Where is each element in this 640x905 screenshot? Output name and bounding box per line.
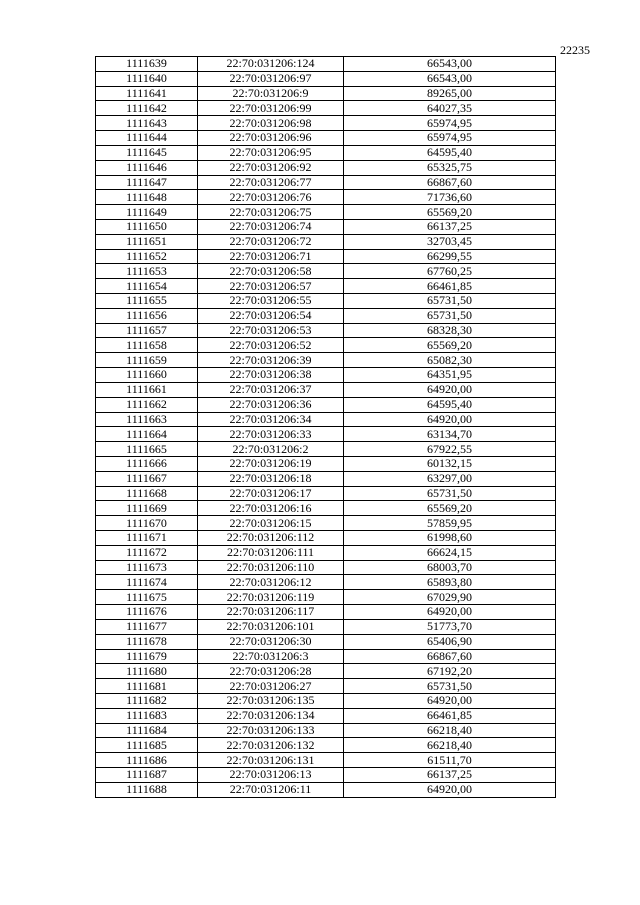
cadastral-number-cell: 22:70:031206:119 — [198, 590, 344, 605]
table-row — [96, 427, 556, 442]
id-cell: 1111680 — [96, 664, 198, 679]
id-cell: 1111668 — [96, 486, 198, 501]
table-row — [96, 353, 556, 368]
cadastral-number-cell: 22:70:031206:54 — [198, 308, 344, 323]
cadastral-number-cell: 22:70:031206:52 — [198, 338, 344, 353]
table-row — [96, 575, 556, 590]
amount-cell: 71736,60 — [344, 190, 556, 205]
amount-cell: 61998,60 — [344, 531, 556, 546]
amount-cell: 64920,00 — [344, 693, 556, 708]
cadastral-number-cell: 22:70:031206:97 — [198, 71, 344, 86]
id-cell: 1111659 — [96, 353, 198, 368]
id-cell: 1111653 — [96, 264, 198, 279]
id-cell: 1111666 — [96, 456, 198, 471]
amount-cell: 65569,20 — [344, 338, 556, 353]
amount-cell: 32703,45 — [344, 234, 556, 249]
amount-cell: 60132,15 — [344, 456, 556, 471]
id-cell: 1111647 — [96, 175, 198, 190]
id-cell: 1111665 — [96, 442, 198, 457]
id-cell: 1111688 — [96, 782, 198, 797]
cadastral-number-cell: 22:70:031206:98 — [198, 116, 344, 131]
cadastral-number-cell: 22:70:031206:28 — [198, 664, 344, 679]
cadastral-number-cell: 22:70:031206:57 — [198, 279, 344, 294]
cadastral-number-cell: 22:70:031206:74 — [198, 219, 344, 234]
cadastral-number-cell: 22:70:031206:72 — [198, 234, 344, 249]
table-row — [96, 294, 556, 309]
table-row — [96, 71, 556, 86]
cadastral-number-cell: 22:70:031206:17 — [198, 486, 344, 501]
cadastral-number-cell: 22:70:031206:77 — [198, 175, 344, 190]
id-cell: 1111656 — [96, 308, 198, 323]
id-cell: 1111639 — [96, 57, 198, 72]
table-row — [96, 86, 556, 101]
id-cell: 1111646 — [96, 160, 198, 175]
table-row — [96, 545, 556, 560]
table-row — [96, 57, 556, 72]
table-row — [96, 338, 556, 353]
cadastral-number-cell: 22:70:031206:133 — [198, 723, 344, 738]
amount-cell: 64351,95 — [344, 368, 556, 383]
amount-cell: 67760,25 — [344, 264, 556, 279]
id-cell: 1111642 — [96, 101, 198, 116]
table-row — [96, 456, 556, 471]
id-cell: 1111654 — [96, 279, 198, 294]
cadastral-number-cell: 22:70:031206:3 — [198, 649, 344, 664]
amount-cell: 63134,70 — [344, 427, 556, 442]
table-row — [96, 753, 556, 768]
table-row — [96, 412, 556, 427]
table-row — [96, 205, 556, 220]
id-cell: 1111685 — [96, 738, 198, 753]
amount-cell: 64595,40 — [344, 145, 556, 160]
amount-cell: 64920,00 — [344, 605, 556, 620]
table-row — [96, 782, 556, 797]
table-row — [96, 249, 556, 264]
amount-cell: 66461,85 — [344, 279, 556, 294]
cadastral-number-cell: 22:70:031206:9 — [198, 86, 344, 101]
amount-cell: 61511,70 — [344, 753, 556, 768]
table-row — [96, 160, 556, 175]
cadastral-number-cell: 22:70:031206:30 — [198, 634, 344, 649]
amount-cell: 66543,00 — [344, 57, 556, 72]
id-cell: 1111662 — [96, 397, 198, 412]
id-cell: 1111669 — [96, 501, 198, 516]
table-row — [96, 531, 556, 546]
cadastral-number-cell: 22:70:031206:135 — [198, 693, 344, 708]
cadastral-number-cell: 22:70:031206:27 — [198, 679, 344, 694]
cadastral-number-cell: 22:70:031206:134 — [198, 708, 344, 723]
id-cell: 1111650 — [96, 219, 198, 234]
amount-cell: 65569,20 — [344, 205, 556, 220]
amount-cell: 64920,00 — [344, 782, 556, 797]
amount-cell: 89265,00 — [344, 86, 556, 101]
id-cell: 1111687 — [96, 768, 198, 783]
cadastral-number-cell: 22:70:031206:99 — [198, 101, 344, 116]
amount-cell: 63297,00 — [344, 471, 556, 486]
table-row — [96, 723, 556, 738]
cadastral-number-cell: 22:70:031206:19 — [198, 456, 344, 471]
id-cell: 1111686 — [96, 753, 198, 768]
id-cell: 1111644 — [96, 131, 198, 146]
table-row — [96, 501, 556, 516]
amount-cell: 65325,75 — [344, 160, 556, 175]
amount-cell: 65406,90 — [344, 634, 556, 649]
cadastral-number-cell: 22:70:031206:75 — [198, 205, 344, 220]
id-cell: 1111675 — [96, 590, 198, 605]
cadastral-number-cell: 22:70:031206:13 — [198, 768, 344, 783]
amount-cell: 67029,90 — [344, 590, 556, 605]
table-row — [96, 116, 556, 131]
amount-cell: 65731,50 — [344, 486, 556, 501]
table-row — [96, 308, 556, 323]
table-row — [96, 219, 556, 234]
id-cell: 1111672 — [96, 545, 198, 560]
id-cell: 1111643 — [96, 116, 198, 131]
id-cell: 1111678 — [96, 634, 198, 649]
table-row — [96, 708, 556, 723]
cadastral-number-cell: 22:70:031206:96 — [198, 131, 344, 146]
table-row — [96, 442, 556, 457]
cadastral-number-cell: 22:70:031206:34 — [198, 412, 344, 427]
cadastral-number-cell: 22:70:031206:58 — [198, 264, 344, 279]
cadastral-number-cell: 22:70:031206:71 — [198, 249, 344, 264]
id-cell: 1111673 — [96, 560, 198, 575]
table-row — [96, 471, 556, 486]
amount-cell: 66624,15 — [344, 545, 556, 560]
id-cell: 1111641 — [96, 86, 198, 101]
amount-cell: 65082,30 — [344, 353, 556, 368]
amount-cell: 66137,25 — [344, 768, 556, 783]
cadastral-number-cell: 22:70:031206:12 — [198, 575, 344, 590]
table-row — [96, 486, 556, 501]
cadastral-number-cell: 22:70:031206:15 — [198, 516, 344, 531]
amount-cell: 65974,95 — [344, 131, 556, 146]
table-row — [96, 560, 556, 575]
cadastral-number-cell: 22:70:031206:55 — [198, 294, 344, 309]
table-row — [96, 664, 556, 679]
cadastral-number-cell: 22:70:031206:33 — [198, 427, 344, 442]
amount-cell: 64920,00 — [344, 412, 556, 427]
amount-cell: 66218,40 — [344, 738, 556, 753]
amount-cell: 64920,00 — [344, 382, 556, 397]
id-cell: 1111640 — [96, 71, 198, 86]
id-cell: 1111645 — [96, 145, 198, 160]
table-row — [96, 234, 556, 249]
amount-cell: 65974,95 — [344, 116, 556, 131]
amount-cell: 51773,70 — [344, 619, 556, 634]
cadastral-number-cell: 22:70:031206:92 — [198, 160, 344, 175]
amount-cell: 68003,70 — [344, 560, 556, 575]
table-row — [96, 634, 556, 649]
amount-cell: 64595,40 — [344, 397, 556, 412]
cadastral-number-cell: 22:70:031206:131 — [198, 753, 344, 768]
amount-cell: 67192,20 — [344, 664, 556, 679]
cadastral-number-cell: 22:70:031206:39 — [198, 353, 344, 368]
id-cell: 1111682 — [96, 693, 198, 708]
amount-cell: 65893,80 — [344, 575, 556, 590]
cadastral-number-cell: 22:70:031206:111 — [198, 545, 344, 560]
id-cell: 1111671 — [96, 531, 198, 546]
table-row — [96, 368, 556, 383]
id-cell: 1111661 — [96, 382, 198, 397]
table-row — [96, 131, 556, 146]
table-row — [96, 738, 556, 753]
cadastral-number-cell: 22:70:031206:112 — [198, 531, 344, 546]
table-row — [96, 590, 556, 605]
cadastral-number-cell: 22:70:031206:16 — [198, 501, 344, 516]
table-row — [96, 679, 556, 694]
id-cell: 1111677 — [96, 619, 198, 634]
id-cell: 1111652 — [96, 249, 198, 264]
table-body — [96, 57, 556, 798]
cadastral-number-cell: 22:70:031206:36 — [198, 397, 344, 412]
id-cell: 1111660 — [96, 368, 198, 383]
cadastral-number-cell: 22:70:031206:132 — [198, 738, 344, 753]
cadastral-number-cell: 22:70:031206:101 — [198, 619, 344, 634]
id-cell: 1111657 — [96, 323, 198, 338]
id-cell: 1111655 — [96, 294, 198, 309]
amount-cell: 65731,50 — [344, 294, 556, 309]
id-cell: 1111684 — [96, 723, 198, 738]
amount-cell: 64027,35 — [344, 101, 556, 116]
data-table — [95, 56, 556, 798]
id-cell: 1111649 — [96, 205, 198, 220]
id-cell: 1111676 — [96, 605, 198, 620]
id-cell: 1111648 — [96, 190, 198, 205]
cadastral-number-cell: 22:70:031206:37 — [198, 382, 344, 397]
amount-cell: 65731,50 — [344, 308, 556, 323]
table-row — [96, 264, 556, 279]
cadastral-number-cell: 22:70:031206:95 — [198, 145, 344, 160]
id-cell: 1111674 — [96, 575, 198, 590]
page-number: 22235 — [560, 43, 590, 57]
amount-cell: 66218,40 — [344, 723, 556, 738]
cadastral-number-cell: 22:70:031206:110 — [198, 560, 344, 575]
table-row — [96, 397, 556, 412]
id-cell: 1111667 — [96, 471, 198, 486]
amount-cell: 66461,85 — [344, 708, 556, 723]
cadastral-number-cell: 22:70:031206:38 — [198, 368, 344, 383]
amount-cell: 66137,25 — [344, 219, 556, 234]
id-cell: 1111658 — [96, 338, 198, 353]
cadastral-number-cell: 22:70:031206:11 — [198, 782, 344, 797]
cadastral-number-cell: 22:70:031206:76 — [198, 190, 344, 205]
table-row — [96, 190, 556, 205]
amount-cell: 65731,50 — [344, 679, 556, 694]
id-cell: 1111681 — [96, 679, 198, 694]
cadastral-number-cell: 22:70:031206:2 — [198, 442, 344, 457]
amount-cell: 66543,00 — [344, 71, 556, 86]
amount-cell: 57859,95 — [344, 516, 556, 531]
table-row — [96, 382, 556, 397]
table-row — [96, 693, 556, 708]
table-row — [96, 175, 556, 190]
table-row — [96, 323, 556, 338]
amount-cell: 65569,20 — [344, 501, 556, 516]
id-cell: 1111651 — [96, 234, 198, 249]
id-cell: 1111664 — [96, 427, 198, 442]
amount-cell: 66299,55 — [344, 249, 556, 264]
table-row — [96, 605, 556, 620]
id-cell: 1111663 — [96, 412, 198, 427]
amount-cell: 67922,55 — [344, 442, 556, 457]
table-row — [96, 649, 556, 664]
table-row — [96, 101, 556, 116]
table-row — [96, 145, 556, 160]
cadastral-number-cell: 22:70:031206:124 — [198, 57, 344, 72]
table-row — [96, 516, 556, 531]
amount-cell: 66867,60 — [344, 649, 556, 664]
amount-cell: 66867,60 — [344, 175, 556, 190]
table-row — [96, 279, 556, 294]
id-cell: 1111683 — [96, 708, 198, 723]
cadastral-number-cell: 22:70:031206:18 — [198, 471, 344, 486]
amount-cell: 68328,30 — [344, 323, 556, 338]
cadastral-number-cell: 22:70:031206:117 — [198, 605, 344, 620]
table-row — [96, 619, 556, 634]
table-row — [96, 768, 556, 783]
cadastral-number-cell: 22:70:031206:53 — [198, 323, 344, 338]
id-cell: 1111679 — [96, 649, 198, 664]
id-cell: 1111670 — [96, 516, 198, 531]
